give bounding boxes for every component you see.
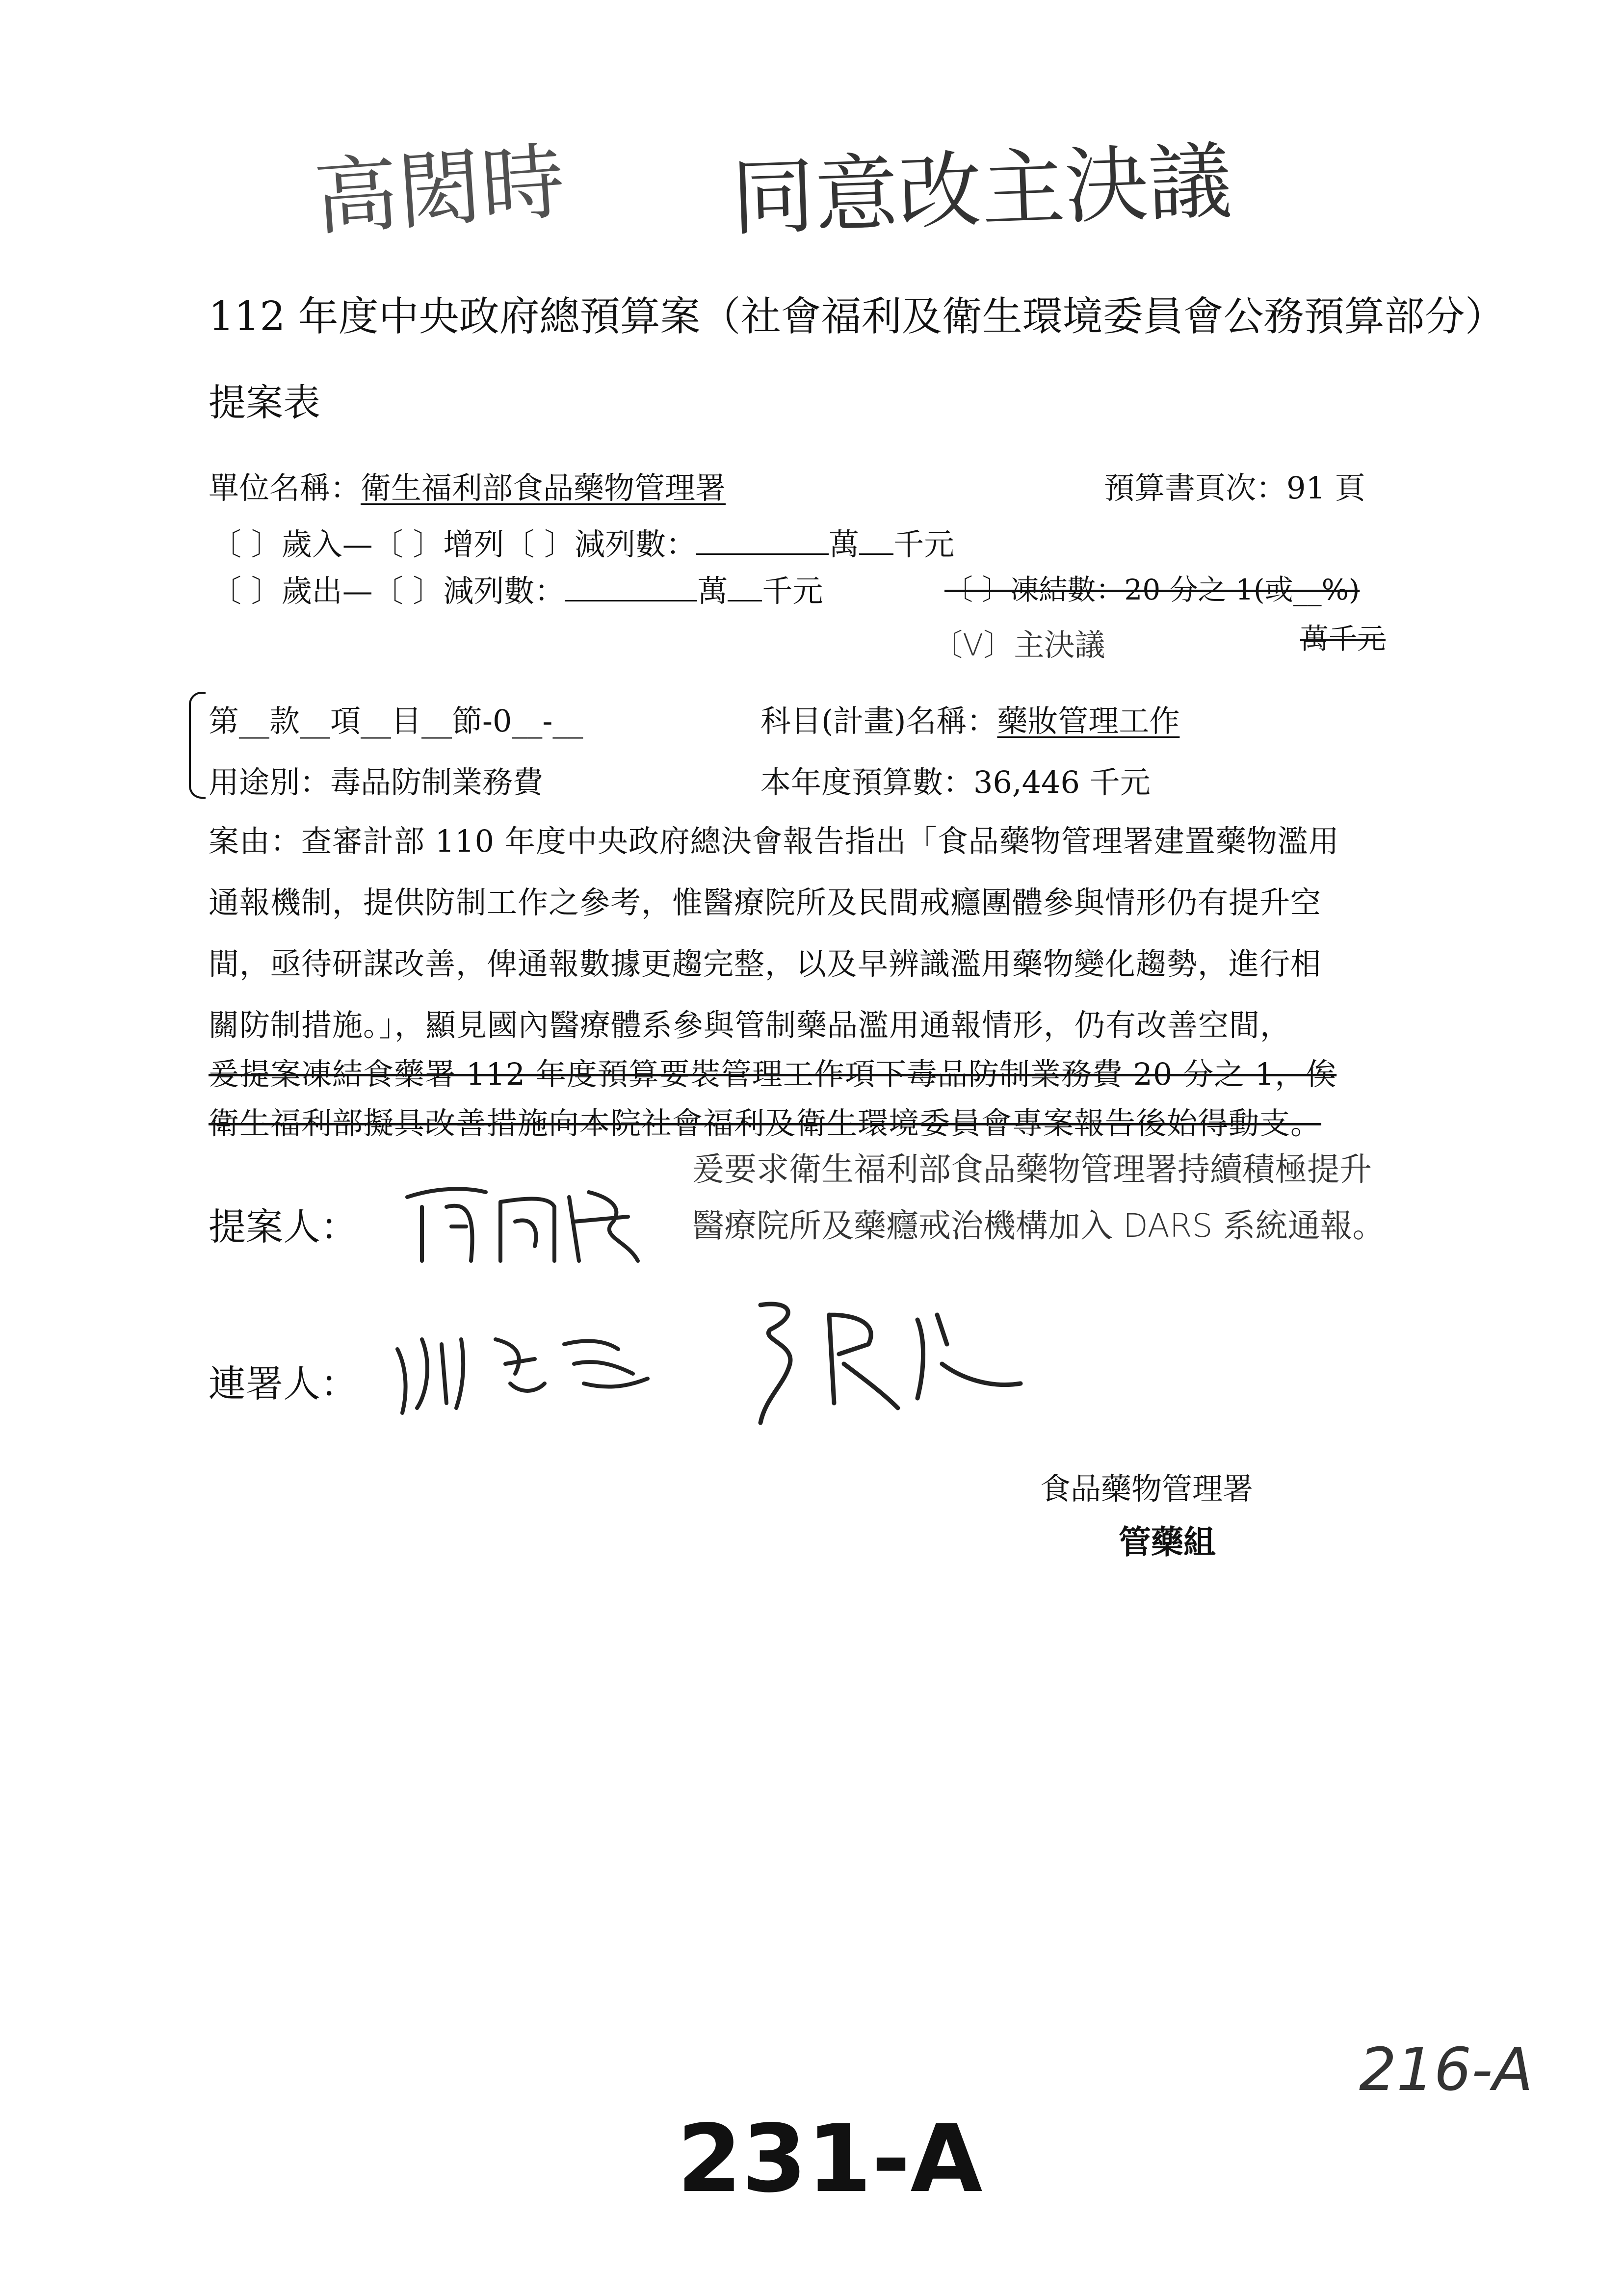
struck-reason-line: 衛生福利部擬具改善措施向本院社會福利及衛生環境委員會專案報告後始得動支。 [209, 1105, 1322, 1141]
handwritten-amendment-line: 爰要求衛生福利部食品藥物管理署持續積極提升 [692, 1150, 1372, 1188]
subject-label: 科目(計畫)名稱： [760, 703, 997, 739]
subject-row [760, 697, 1179, 740]
handwritten-amendment-line: 醫療院所及藥癮戒治機構加入 DARS 系統通報。 [692, 1207, 1385, 1245]
usage-category: 用途別：毒品防制業務費 [209, 764, 544, 800]
form-type-heading: 提案表 [209, 381, 320, 424]
annual-budget: 本年度預算數：36,446 千元 [760, 764, 1151, 800]
expense-row [211, 567, 823, 610]
expense-amount-blank [565, 571, 697, 601]
bottom-page-number: 231-A [677, 2105, 983, 2213]
issuing-agency: 食品藥物管理署 [1040, 1471, 1254, 1507]
unit-label: 單位名稱： [209, 470, 361, 506]
unit-name: 衛生福利部食品藥物管理署 [361, 470, 726, 506]
reason-line: 通報機制，提供防制工作之參考，惟醫療院所及民間戒癮團體參與情形仍有提升空 [209, 885, 1322, 920]
handwritten-approval-note: 同意改主決議 [730, 133, 1233, 248]
cosigner-signature-1 [388, 1310, 662, 1418]
issuing-division: 管藥組 [1119, 1523, 1216, 1561]
expense-unit-qian: 千元 [762, 573, 823, 609]
handwritten-signature-top: 高閎時 [311, 133, 568, 248]
struck-freeze-unit: 萬千元 [1300, 622, 1386, 655]
side-page-number: 216-A [1359, 2036, 1533, 2104]
expense-text: 〔 〕歲出—〔 〕減列數： [211, 573, 565, 609]
account-bracket [189, 692, 206, 799]
subject-name: 藥妝管理工作 [997, 703, 1180, 739]
expense-unit-wan: 萬 [697, 573, 728, 609]
handwritten-main-resolution: 〔V〕主決議 [932, 627, 1105, 663]
proposer-signature [393, 1168, 648, 1276]
account-code: 第__款__項__目__節-0__-__ [209, 703, 583, 739]
revenue-unit-qian: 千元 [893, 526, 955, 562]
revenue-qian-blank [859, 524, 893, 555]
revenue-row [211, 520, 954, 564]
cosigner-label: 連署人： [209, 1362, 358, 1406]
revenue-unit-wan: 萬 [829, 526, 860, 562]
document-title: 112 年度中央政府總預算案（社會福利及衛生環境委員會公務預算部分） [209, 293, 1505, 340]
expense-qian-blank [728, 571, 762, 601]
reason-line: 間，亟待研謀改善，俾通報數據更趨完整，以及早辨識濫用藥物變化趨勢，進行相 [209, 946, 1322, 982]
struck-reason-line: 爰提案凍結食藥署 112 年度預算要裝管理工作項下毒品防制業務費 20 分之 1，俟 [209, 1056, 1337, 1092]
unit-row [209, 464, 726, 507]
budget-page-ref: 預算書頁次：91 頁 [1104, 470, 1365, 506]
revenue-amount-blank [696, 524, 829, 555]
cosigner-signature-2 [731, 1285, 1025, 1433]
struck-freeze-amount: 〔 〕凍結數：20 分之 1(或__%) [944, 573, 1360, 606]
revenue-text: 〔 〕歲入—〔 〕增列〔 〕減列數： [211, 526, 697, 562]
reason-line: 案由：查審計部 110 年度中央政府總決會報告指出「食品藥物管理署建置藥物濫用 [209, 823, 1339, 859]
proposer-label: 提案人： [209, 1205, 358, 1249]
reason-line: 關防制措施。」，顯見國內醫療體系參與管制藥品濫用通報情形，仍有改善空間， [209, 1007, 1291, 1043]
